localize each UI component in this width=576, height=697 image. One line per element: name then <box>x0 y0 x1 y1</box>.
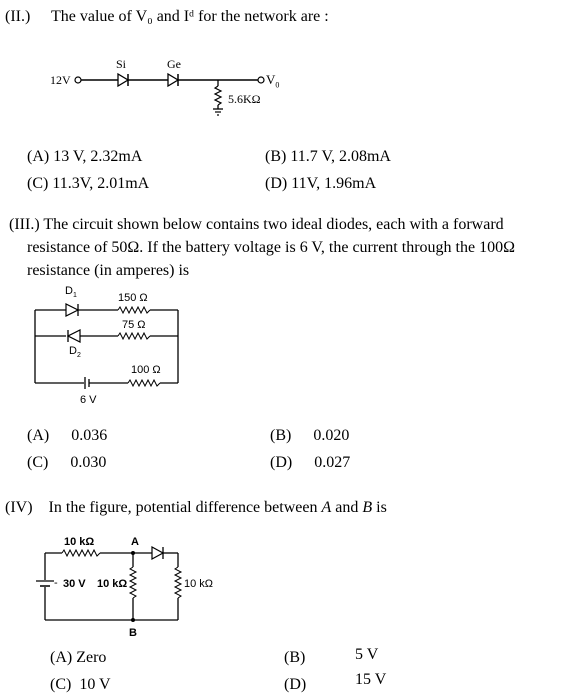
q4-battery-label: 30 V <box>63 578 86 590</box>
q4-node-a-label: A <box>131 536 139 548</box>
q2-source-label: 12V <box>50 73 71 87</box>
q2-resistor-label: 5.6KΩ <box>228 92 261 106</box>
q4-battery-dash: - <box>54 577 58 589</box>
q4-r-mid-label: 10 kΩ <box>97 578 128 590</box>
q3-line-1: (III.) The circuit shown below contains two ideal diodes, each with a forward <box>9 216 504 233</box>
q2-question-text: The value of V₀ and Iᵈ for the network are : <box>51 8 329 25</box>
q2-output-label: $V_0$ <box>266 72 280 90</box>
q3-r100-label: 100 Ω <box>131 364 161 376</box>
q2-si-label: Si <box>116 57 127 71</box>
q4-r-right-resistor-icon <box>175 567 181 598</box>
q3-option-a[interactable]: (A) 0.036 <box>27 427 108 444</box>
q3-line-2: resistance of 50Ω. If the battery voltage is 6 V, the current through the 100Ω <box>27 239 515 256</box>
q3-option-d[interactable]: (D) 0.027 <box>270 454 351 471</box>
q4-option-d-value: 15 V <box>355 671 387 688</box>
q3-number: (III.) <box>9 216 40 233</box>
q4-option-c[interactable]: (C) 10 V <box>50 676 111 693</box>
q4-r-mid-resistor-icon <box>130 567 136 598</box>
q2-option-a[interactable]: (A) 13 V, 2.32mA <box>27 148 143 165</box>
q4-node-b-dot <box>131 618 135 622</box>
q3-d1-label: $D_1$ <box>65 285 77 300</box>
q4-r-top-resistor-icon <box>62 550 100 556</box>
q4-option-b[interactable]: (B) <box>284 649 306 666</box>
q2-option-b[interactable]: (B) 11.7 V, 2.08mA <box>265 148 391 165</box>
q3-r150-label: 150 Ω <box>118 292 148 304</box>
q4-number: (IV) <box>5 499 33 516</box>
q2-option-c[interactable]: (C) 11.3V, 2.01mA <box>27 175 150 192</box>
q3-option-b[interactable]: (B) 0.020 <box>270 427 350 444</box>
q2-ge-label: Ge <box>167 57 181 71</box>
q2-option-d[interactable]: (D) 11V, 1.96mA <box>265 175 377 192</box>
q2-number: (II.) <box>5 8 31 25</box>
q3-option-c[interactable]: (C) 0.030 <box>27 454 107 471</box>
q4-node-b-label: B <box>129 627 137 639</box>
q4-option-d[interactable]: (D) <box>284 676 307 693</box>
q4-option-b-value: 5 V <box>355 646 379 663</box>
q4-diode-icon <box>152 547 163 559</box>
q4-question-line: (IV) In the figure, potential difference between A and B is <box>5 499 387 516</box>
q3-battery-label: 6 V <box>80 394 97 406</box>
q3-d2-label: $D_2$ <box>69 345 81 360</box>
q3-line-3: resistance (in amperes) is <box>27 262 190 279</box>
q4-battery-icon <box>36 581 54 586</box>
q4-option-a[interactable]: (A) Zero <box>50 649 107 666</box>
q3-r75-label: 75 Ω <box>122 319 146 331</box>
q4-r-right-label: 10 kΩ <box>184 578 214 590</box>
q4-r-top-label: 10 kΩ <box>64 536 95 548</box>
